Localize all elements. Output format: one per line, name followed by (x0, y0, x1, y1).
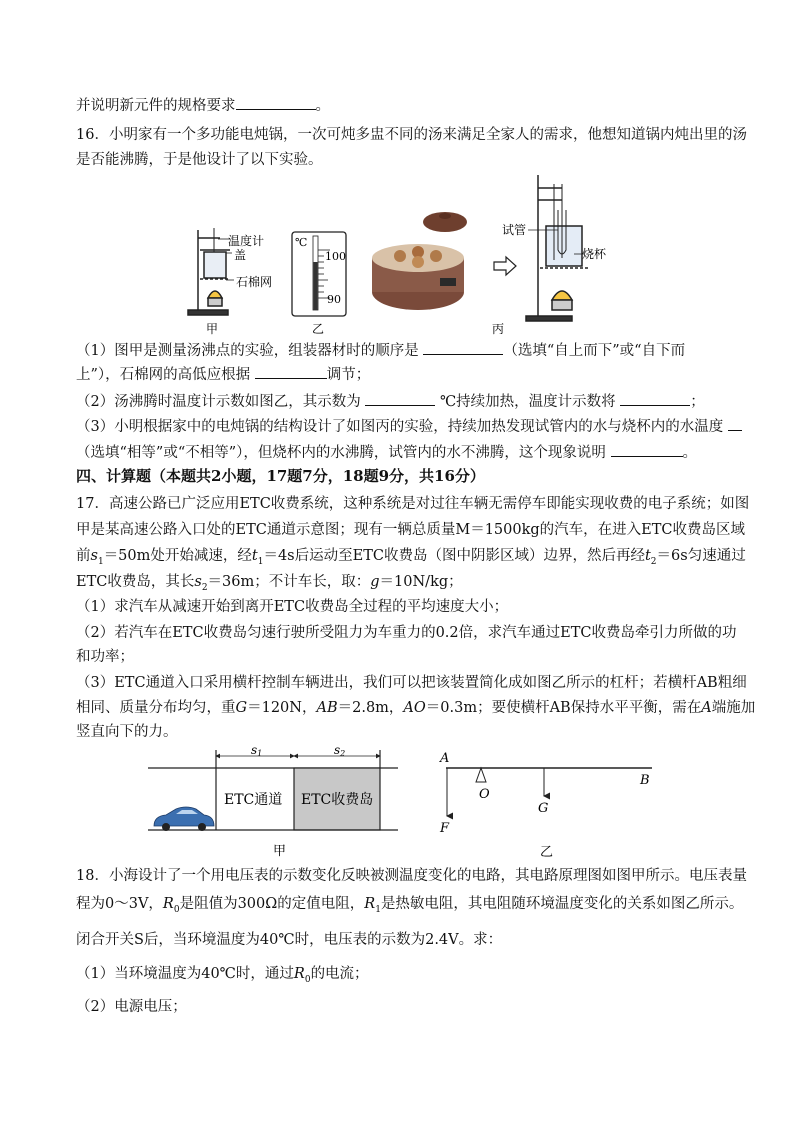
label-A: A (440, 751, 450, 766)
text-line-1: 并说明新元件的规格要求 。 (76, 95, 726, 116)
caption-jia: 甲 (206, 322, 219, 336)
figure-17-jia (148, 742, 408, 862)
q17-stem-3: 前$s_1=50m$处开始减速，经$t_1=4s$后运动至ETC收费岛（图中阴影区域）边界，然后再经$t_2=6s$匀速通过 (76, 548, 746, 567)
label-etc-lane: ETC通道 (224, 792, 283, 808)
slow-cooker-image (372, 212, 467, 310)
caption-yi: 乙 (540, 845, 554, 860)
apparatus-bing (526, 175, 588, 321)
figure-16 (170, 170, 607, 336)
answer-blank[interactable] (620, 391, 690, 406)
q18-stem-3: 闭合开关S后，当环境温度为40℃时，电压表的示数为2.4V。求： (76, 932, 503, 948)
q17-part3-line2: 相同、质量分布均匀，重G＝120N，AB＝2.8m，AO＝0.3m；要使横杆AB保持水平平衡，需在A端施加 (76, 700, 756, 716)
label-unit: ℃ (295, 236, 308, 249)
answer-blank[interactable] (611, 442, 683, 457)
answer-blank[interactable] (236, 95, 316, 110)
fulcrum-icon (476, 768, 486, 782)
q16-part1-line1: （1）图甲是测量汤沸点的实验，组装器材时的顺序是 （选填“自上而下”或“自下而 (76, 340, 726, 361)
label-s2: s2 (334, 743, 346, 758)
q17-stem-1: 17．高速公路已广泛应用ETC收费系统，这种系统是对过往车辆无需停车即能实现收费的电子系统；如图 (76, 496, 750, 512)
q17-part2-line2: 和功率； (76, 649, 134, 665)
q16-part3-line2: （选填“相等”或“不相等”），但烧杯内的水沸腾，试管内的水不沸腾，这个现象说明 。 (76, 442, 726, 463)
label-B: B (640, 773, 650, 788)
car-icon (154, 807, 214, 831)
q17-part3-line3: 竖直向下的力。 (76, 724, 178, 740)
tick-100: 100 (325, 250, 346, 263)
label-asbestos: 石棉网 (236, 275, 273, 289)
q16-part2: （2）汤沸腾时温度计示数如图乙，其示数为 ℃持续加热，温度计示数将 ； (76, 391, 726, 412)
figure-17-yi (436, 748, 666, 864)
answer-blank[interactable] (255, 364, 327, 379)
caption-jia: 甲 (273, 844, 287, 859)
label-beaker: 烧杯 (582, 247, 607, 261)
answer-blank[interactable] (423, 340, 503, 355)
arrow-icon (494, 257, 516, 275)
apparatus-jia (188, 228, 230, 315)
q16-stem-1: 16．小明家有一个多功能电炖锅，一次可炖多盅不同的汤来满足全家人的需求，他想知道锅内炖出里的汤 (76, 127, 747, 143)
label-etc-island: ETC收费岛 (301, 792, 374, 808)
q18-stem-2: 程为0～3V，$R_0$是阻值为300Ω的定值电阻，$R_1$是热敏电阻，其电阻随环境温度变化的关系如图乙所示。 (76, 896, 744, 915)
tick-90: 90 (327, 293, 341, 306)
q17-part1: （1）求汽车从减速开始到离开ETC收费岛全过程的平均速度大小； (76, 599, 509, 615)
answer-blank[interactable] (728, 416, 742, 431)
q17-part3-line1: （3）ETC通道入口采用横杆控制车辆进出，我们可以把该装置简化成如图乙所示的杠杆；若横杆AB粗细 (76, 675, 747, 691)
caption-yi: 乙 (312, 322, 325, 336)
q16-part3-line1: （3）小明根据家中的电炖锅的结构设计了如图丙的实验，持续加热发现试管内的水与烧杯内的水温度 (76, 416, 726, 437)
q18-stem-1: 18．小海设计了一个用电压表的示数变化反映被测温度变化的电路，其电路原理图如图甲所示。电压表量 (76, 868, 747, 884)
label-test-tube: 试管 (502, 223, 527, 237)
q18-part1: （1）当环境温度为40℃时，通过$R_0$的电流； (76, 966, 369, 985)
q17-stem-2: 甲是某高速公路入口处的ETC通道示意图；现有一辆总质量M＝1500kg的汽车，在进入ETC收费岛区域 (76, 522, 746, 538)
label-s1: s1 (251, 743, 263, 758)
caption-bing: 丙 (492, 322, 505, 336)
q18-part2: （2）电源电压； (76, 999, 187, 1015)
label-O: O (479, 787, 490, 802)
section-4-heading: 四、计算题（本题共2小题，17题7分，18题9分，共16分） (76, 467, 485, 485)
q16-stem-2: 是否能沸腾，于是他设计了以下实验。 (76, 152, 323, 168)
q16-part1-line2: 上”），石棉网的高低应根据 调节； (76, 364, 726, 385)
label-thermometer: 温度计 (228, 234, 265, 248)
q17-part2-line1: （2）若汽车在ETC收费岛匀速行驶所受阻力为车重力的0.2倍，求汽车通过ETC收费岛牵引力所做的功 (76, 625, 737, 641)
q17-stem-4: ETC收费岛，其长$s_2=36m$；不计车长，取：g＝10N/kg； (76, 574, 463, 593)
label-G: G (538, 801, 549, 816)
label-lid: 盖 (234, 248, 247, 262)
answer-blank[interactable] (365, 391, 435, 406)
label-F: F (440, 821, 450, 836)
